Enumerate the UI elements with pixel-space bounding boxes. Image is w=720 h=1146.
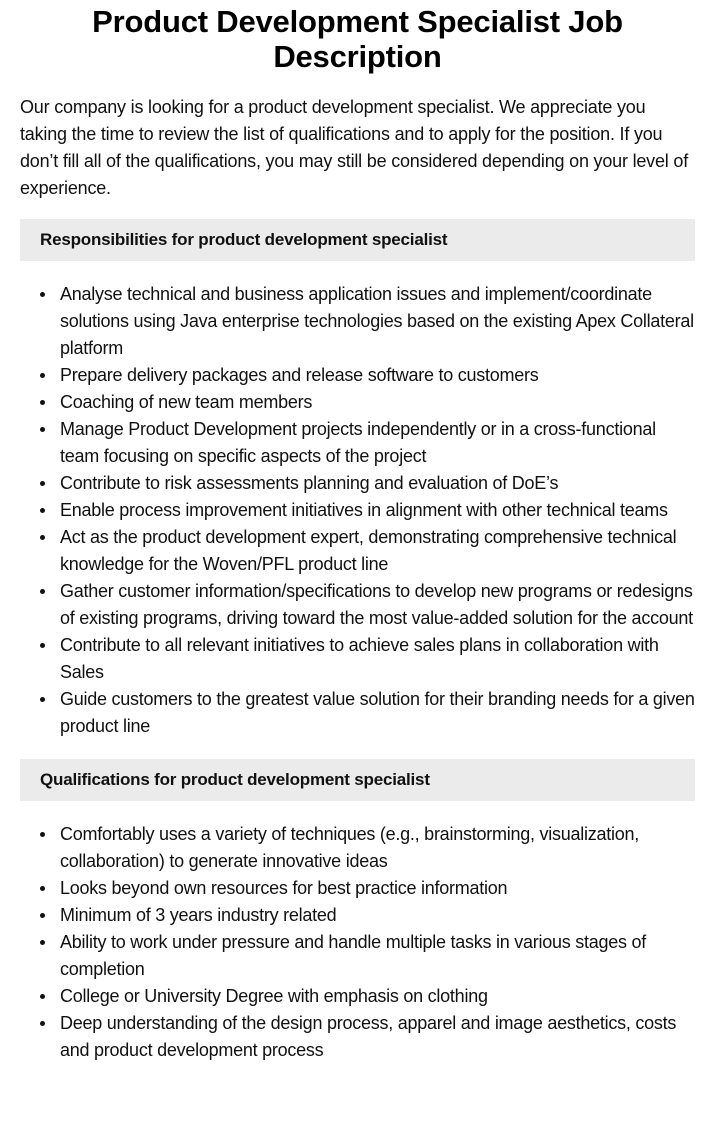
bullet-icon <box>40 940 45 945</box>
list-item: College or University Degree with emphasis on clothing <box>60 983 695 1010</box>
bullet-icon <box>40 427 45 432</box>
list-item: Analyse technical and business application issues and implement/coordinate solutions using Java enterprise technologies based on the existing Apex Collateral platform <box>60 281 695 362</box>
list-item: Ability to work under pressure and handle multiple tasks in various stages of completion <box>60 929 695 983</box>
list-item: Deep understanding of the design process, apparel and image aesthetics, costs and product development process <box>60 1010 695 1064</box>
bullet-icon <box>40 886 45 891</box>
bullet-icon <box>40 994 45 999</box>
bullet-icon <box>40 697 45 702</box>
qualifications-list <box>20 821 695 1064</box>
bullet-icon <box>40 643 45 648</box>
list-item: Coaching of new team members <box>60 389 695 416</box>
list-item: Minimum of 3 years industry related <box>60 902 695 929</box>
qualifications-heading: Qualifications for product development specialist <box>20 759 695 801</box>
bullet-icon <box>40 913 45 918</box>
bullet-icon <box>40 481 45 486</box>
bullet-icon <box>40 1021 45 1026</box>
list-item: Gather customer information/specifications to develop new programs or redesigns of existing programs, driving toward the most value-added solution for the account <box>60 578 695 632</box>
list-item: Contribute to all relevant initiatives to achieve sales plans in collaboration with Sales <box>60 632 695 686</box>
list-item: Contribute to risk assessments planning and evaluation of DoE’s <box>60 470 695 497</box>
list-item: Comfortably uses a variety of techniques (e.g., brainstorming, visualization, collaboration) to generate innovative ideas <box>60 821 695 875</box>
intro-paragraph: Our company is looking for a product development specialist. We appreciate you taking the time to review the list of qualifications and to apply for the position. If you don’t fill all of the qualifications, you may still be considered depending on your level of experience. <box>20 97 689 198</box>
bullet-icon <box>40 292 45 297</box>
bullet-icon <box>40 400 45 405</box>
responsibilities-heading: Responsibilities for product development specialist <box>20 219 695 261</box>
list-item: Guide customers to the greatest value solution for their branding needs for a given product line <box>60 686 695 740</box>
page-title: Product Development Specialist Job Description <box>92 4 623 74</box>
list-item: Manage Product Development projects independently or in a cross-functional team focusing on specific aspects of the project <box>60 416 695 470</box>
bullet-icon <box>40 373 45 378</box>
bullet-icon <box>40 832 45 837</box>
list-item: Act as the product development expert, demonstrating comprehensive technical knowledge for the Woven/PFL product line <box>60 524 695 578</box>
responsibilities-list <box>20 281 695 740</box>
bullet-icon <box>40 589 45 594</box>
bullet-icon <box>40 535 45 540</box>
list-item: Prepare delivery packages and release software to customers <box>60 362 695 389</box>
list-item: Enable process improvement initiatives in alignment with other technical teams <box>60 497 695 524</box>
list-item: Looks beyond own resources for best practice information <box>60 875 695 902</box>
bullet-icon <box>40 508 45 513</box>
